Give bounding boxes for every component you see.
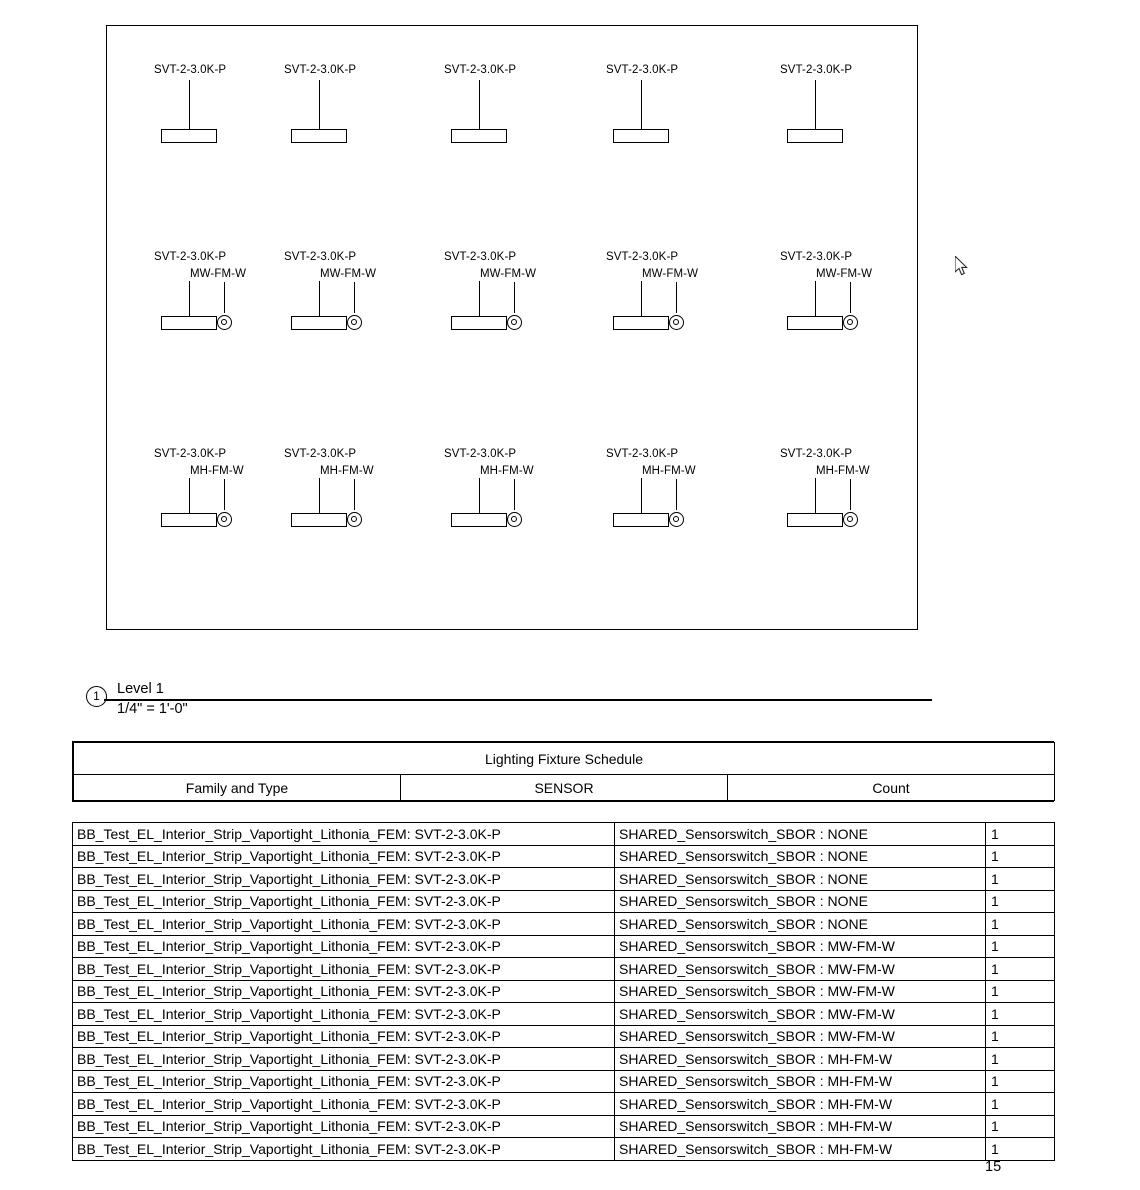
cell-family-and-type[interactable]: BB_Test_EL_Interior_Strip_Vaportight_Lithonia_FEM: SVT-2-3.0K-P — [73, 890, 615, 913]
fixture-tag-leader-line — [319, 80, 320, 130]
table-row[interactable] — [73, 1115, 1055, 1138]
table-row[interactable] — [73, 980, 1055, 1003]
fixture-type-tag[interactable]: SVT-2-3.0K-P — [444, 251, 517, 263]
schedule-body-block — [72, 822, 1054, 1161]
cell-count[interactable]: 1 — [986, 1070, 1055, 1093]
sensor-tag-leader-line — [676, 479, 677, 510]
occupancy-sensor-symbol[interactable] — [347, 512, 362, 527]
sensor-tag-leader-line — [850, 479, 851, 510]
strip-fixture-body[interactable] — [451, 316, 507, 330]
lighting-fixture-symbol[interactable] — [284, 448, 404, 538]
column-header-family-and-type[interactable]: Family and Type — [74, 775, 401, 801]
schedule-column-header-row — [74, 775, 1055, 801]
fixture-type-tag[interactable]: SVT-2-3.0K-P — [284, 251, 357, 263]
table-row[interactable] — [73, 913, 1055, 936]
lighting-fixture-symbol[interactable] — [444, 448, 564, 538]
fixture-tag-leader-line — [641, 478, 642, 514]
occupancy-sensor-symbol[interactable] — [843, 512, 858, 527]
fixture-type-tag[interactable]: SVT-2-3.0K-P — [780, 448, 853, 460]
cell-count[interactable]: 1 — [986, 890, 1055, 913]
cell-family-and-type[interactable]: BB_Test_EL_Interior_Strip_Vaportight_Lithonia_FEM: SVT-2-3.0K-P — [73, 1003, 615, 1026]
cell-count[interactable]: 1 — [986, 913, 1055, 936]
strip-fixture-body[interactable] — [161, 316, 217, 330]
schedule-total-count: 15 — [985, 1159, 1002, 1175]
occupancy-sensor-symbol[interactable] — [507, 315, 522, 330]
cell-family-and-type[interactable]: BB_Test_EL_Interior_Strip_Vaportight_Lithonia_FEM: SVT-2-3.0K-P — [73, 935, 615, 958]
cell-sensor[interactable]: SHARED_Sensorswitch_SBOR : NONE — [615, 823, 986, 846]
occupancy-sensor-symbol[interactable] — [347, 315, 362, 330]
plan-view-frame[interactable] — [106, 25, 918, 630]
sensor-tag-leader-line — [224, 282, 225, 313]
cell-count[interactable]: 1 — [986, 1048, 1055, 1071]
cell-sensor[interactable]: SHARED_Sensorswitch_SBOR : MH-FM-W — [615, 1048, 986, 1071]
occupancy-sensor-symbol[interactable] — [217, 315, 232, 330]
lighting-fixture-symbol[interactable] — [606, 448, 726, 538]
view-title-name: Level 1 — [117, 681, 164, 697]
cell-count[interactable]: 1 — [986, 1025, 1055, 1048]
cell-family-and-type[interactable]: BB_Test_EL_Interior_Strip_Vaportight_Lithonia_FEM: SVT-2-3.0K-P — [73, 1093, 615, 1116]
strip-fixture-body[interactable] — [787, 316, 843, 330]
lighting-fixture-symbol[interactable] — [444, 64, 564, 154]
cell-sensor[interactable]: SHARED_Sensorswitch_SBOR : MH-FM-W — [615, 1093, 986, 1116]
table-row[interactable] — [73, 1138, 1055, 1161]
strip-fixture-body[interactable] — [161, 129, 217, 143]
sensor-tag-leader-line — [850, 282, 851, 313]
schedule-header-table — [73, 742, 1055, 801]
strip-fixture-body[interactable] — [613, 316, 669, 330]
cell-sensor[interactable]: SHARED_Sensorswitch_SBOR : MW-FM-W — [615, 1003, 986, 1026]
sensor-tag-leader-line — [224, 479, 225, 510]
cell-sensor[interactable]: SHARED_Sensorswitch_SBOR : NONE — [615, 890, 986, 913]
schedule-header-block — [72, 741, 1054, 802]
strip-fixture-body[interactable] — [613, 129, 669, 143]
cell-sensor[interactable]: SHARED_Sensorswitch_SBOR : MH-FM-W — [615, 1138, 986, 1161]
cell-family-and-type[interactable]: BB_Test_EL_Interior_Strip_Vaportight_Lithonia_FEM: SVT-2-3.0K-P — [73, 958, 615, 981]
cell-count[interactable]: 1 — [986, 1003, 1055, 1026]
cell-family-and-type[interactable]: BB_Test_EL_Interior_Strip_Vaportight_Lithonia_FEM: SVT-2-3.0K-P — [73, 845, 615, 868]
strip-fixture-body[interactable] — [451, 129, 507, 143]
table-row[interactable] — [73, 958, 1055, 981]
strip-fixture-body[interactable] — [291, 129, 347, 143]
cell-sensor[interactable]: SHARED_Sensorswitch_SBOR : NONE — [615, 845, 986, 868]
strip-fixture-body[interactable] — [613, 513, 669, 527]
cell-family-and-type[interactable]: BB_Test_EL_Interior_Strip_Vaportight_Lithonia_FEM: SVT-2-3.0K-P — [73, 1115, 615, 1138]
fixture-type-tag[interactable]: SVT-2-3.0K-P — [780, 64, 853, 76]
strip-fixture-body[interactable] — [451, 513, 507, 527]
lighting-fixture-symbol[interactable] — [606, 251, 726, 341]
occupancy-sensor-symbol[interactable] — [507, 512, 522, 527]
fixture-tag-leader-line — [815, 478, 816, 514]
sensor-tag-leader-line — [514, 282, 515, 313]
sensor-type-tag[interactable]: MH-FM-W — [320, 465, 374, 477]
occupancy-sensor-symbol[interactable] — [669, 512, 684, 527]
schedule-title-row — [74, 743, 1055, 775]
sensor-tag-leader-line — [354, 282, 355, 313]
sensor-type-tag[interactable]: MH-FM-W — [480, 465, 534, 477]
fixture-tag-leader-line — [319, 281, 320, 317]
view-number-bubble: 1 — [86, 686, 107, 707]
fixture-type-tag[interactable]: SVT-2-3.0K-P — [444, 448, 517, 460]
fixture-tag-leader-line — [815, 80, 816, 130]
cell-count[interactable]: 1 — [986, 958, 1055, 981]
lighting-fixture-symbol[interactable] — [444, 251, 564, 341]
cell-sensor[interactable]: SHARED_Sensorswitch_SBOR : MH-FM-W — [615, 1115, 986, 1138]
lighting-fixture-symbol[interactable] — [780, 448, 900, 538]
sensor-type-tag[interactable]: MH-FM-W — [816, 465, 870, 477]
cell-family-and-type[interactable]: BB_Test_EL_Interior_Strip_Vaportight_Lithonia_FEM: SVT-2-3.0K-P — [73, 980, 615, 1003]
fixture-type-tag[interactable]: SVT-2-3.0K-P — [606, 251, 679, 263]
cell-count[interactable]: 1 — [986, 868, 1055, 891]
cell-family-and-type[interactable]: BB_Test_EL_Interior_Strip_Vaportight_Lithonia_FEM: SVT-2-3.0K-P — [73, 913, 615, 936]
cell-count[interactable]: 1 — [986, 845, 1055, 868]
fixture-tag-leader-line — [641, 281, 642, 317]
lighting-fixture-symbol[interactable] — [154, 448, 274, 538]
sensor-type-tag[interactable]: MW-FM-W — [816, 268, 873, 280]
fixture-type-tag[interactable]: SVT-2-3.0K-P — [606, 64, 679, 76]
cell-family-and-type[interactable]: BB_Test_EL_Interior_Strip_Vaportight_Lithonia_FEM: SVT-2-3.0K-P — [73, 868, 615, 891]
occupancy-sensor-symbol[interactable] — [669, 315, 684, 330]
fixture-tag-leader-line — [479, 478, 480, 514]
view-title[interactable] — [86, 680, 946, 720]
cell-count[interactable]: 1 — [986, 935, 1055, 958]
lighting-fixture-symbol[interactable] — [780, 251, 900, 341]
sensor-type-tag[interactable]: MH-FM-W — [190, 465, 244, 477]
fixture-type-tag[interactable]: SVT-2-3.0K-P — [606, 448, 679, 460]
table-row[interactable] — [73, 890, 1055, 913]
strip-fixture-body[interactable] — [291, 513, 347, 527]
table-row[interactable] — [73, 1093, 1055, 1116]
lighting-fixture-symbol[interactable] — [154, 64, 274, 154]
sensor-type-tag[interactable]: MW-FM-W — [320, 268, 377, 280]
cell-count[interactable]: 1 — [986, 1093, 1055, 1116]
fixture-type-tag[interactable]: SVT-2-3.0K-P — [154, 251, 227, 263]
lighting-fixture-symbol[interactable] — [606, 64, 726, 154]
cell-sensor[interactable]: SHARED_Sensorswitch_SBOR : MW-FM-W — [615, 958, 986, 981]
cell-family-and-type[interactable]: BB_Test_EL_Interior_Strip_Vaportight_Lithonia_FEM: SVT-2-3.0K-P — [73, 1025, 615, 1048]
fixture-tag-leader-line — [189, 478, 190, 514]
cell-sensor[interactable]: SHARED_Sensorswitch_SBOR : MW-FM-W — [615, 980, 986, 1003]
fixture-type-tag[interactable]: SVT-2-3.0K-P — [154, 448, 227, 460]
fixture-tag-leader-line — [189, 80, 190, 130]
fixture-tag-leader-line — [319, 478, 320, 514]
view-title-rule — [104, 699, 932, 701]
sensor-tag-leader-line — [514, 479, 515, 510]
cell-sensor[interactable]: SHARED_Sensorswitch_SBOR : MW-FM-W — [615, 1025, 986, 1048]
cell-family-and-type[interactable]: BB_Test_EL_Interior_Strip_Vaportight_Lithonia_FEM: SVT-2-3.0K-P — [73, 1070, 615, 1093]
cell-sensor[interactable]: SHARED_Sensorswitch_SBOR : NONE — [615, 868, 986, 891]
fixture-tag-leader-line — [641, 80, 642, 130]
schedule-rows — [73, 823, 1055, 1161]
cell-family-and-type[interactable]: BB_Test_EL_Interior_Strip_Vaportight_Lithonia_FEM: SVT-2-3.0K-P — [73, 823, 615, 846]
sensor-type-tag[interactable]: MW-FM-W — [480, 268, 537, 280]
cell-family-and-type[interactable]: BB_Test_EL_Interior_Strip_Vaportight_Lithonia_FEM: SVT-2-3.0K-P — [73, 1138, 615, 1161]
fixture-tag-leader-line — [815, 281, 816, 317]
lighting-fixture-symbol[interactable] — [780, 64, 900, 154]
column-header-count[interactable]: Count — [728, 775, 1055, 801]
table-row[interactable] — [73, 823, 1055, 846]
table-row[interactable] — [73, 1048, 1055, 1071]
strip-fixture-body[interactable] — [291, 316, 347, 330]
occupancy-sensor-symbol[interactable] — [843, 315, 858, 330]
lighting-fixture-symbol[interactable] — [154, 251, 274, 341]
fixture-type-tag[interactable]: SVT-2-3.0K-P — [284, 64, 357, 76]
schedule-title: Lighting Fixture Schedule — [74, 743, 1055, 775]
fixture-type-tag[interactable]: SVT-2-3.0K-P — [780, 251, 853, 263]
table-row[interactable] — [73, 1070, 1055, 1093]
fixture-tag-leader-line — [479, 80, 480, 130]
sensor-tag-leader-line — [676, 282, 677, 313]
table-row[interactable] — [73, 845, 1055, 868]
table-row[interactable] — [73, 935, 1055, 958]
strip-fixture-body[interactable] — [787, 513, 843, 527]
fixture-tag-leader-line — [479, 281, 480, 317]
table-row[interactable] — [73, 1003, 1055, 1026]
sensor-tag-leader-line — [354, 479, 355, 510]
view-scale-label: 1/4" = 1'-0" — [117, 701, 188, 717]
cell-count[interactable]: 1 — [986, 823, 1055, 846]
fixture-type-tag[interactable]: SVT-2-3.0K-P — [444, 64, 517, 76]
cell-count[interactable]: 1 — [986, 1138, 1055, 1161]
column-header-sensor[interactable]: SENSOR — [401, 775, 728, 801]
strip-fixture-body[interactable] — [787, 129, 843, 143]
table-row[interactable] — [73, 868, 1055, 891]
occupancy-sensor-symbol[interactable] — [217, 512, 232, 527]
cell-sensor[interactable]: SHARED_Sensorswitch_SBOR : MW-FM-W — [615, 935, 986, 958]
lighting-fixture-symbol[interactable] — [284, 64, 404, 154]
sensor-type-tag[interactable]: MW-FM-W — [642, 268, 699, 280]
table-row[interactable] — [73, 1025, 1055, 1048]
lighting-fixture-symbol[interactable] — [284, 251, 404, 341]
mouse-pointer-icon — [955, 256, 969, 276]
schedule-body-table — [72, 822, 1055, 1161]
sensor-type-tag[interactable]: MH-FM-W — [642, 465, 696, 477]
strip-fixture-body[interactable] — [161, 513, 217, 527]
lighting-fixture-schedule[interactable] — [72, 741, 1054, 1157]
cell-count[interactable]: 1 — [986, 1115, 1055, 1138]
fixture-type-tag[interactable]: SVT-2-3.0K-P — [154, 64, 227, 76]
cell-sensor[interactable]: SHARED_Sensorswitch_SBOR : MH-FM-W — [615, 1070, 986, 1093]
cell-count[interactable]: 1 — [986, 980, 1055, 1003]
fixture-tag-leader-line — [189, 281, 190, 317]
cell-family-and-type[interactable]: BB_Test_EL_Interior_Strip_Vaportight_Lithonia_FEM: SVT-2-3.0K-P — [73, 1048, 615, 1071]
cell-sensor[interactable]: SHARED_Sensorswitch_SBOR : NONE — [615, 913, 986, 936]
sensor-type-tag[interactable]: MW-FM-W — [190, 268, 247, 280]
fixture-type-tag[interactable]: SVT-2-3.0K-P — [284, 448, 357, 460]
